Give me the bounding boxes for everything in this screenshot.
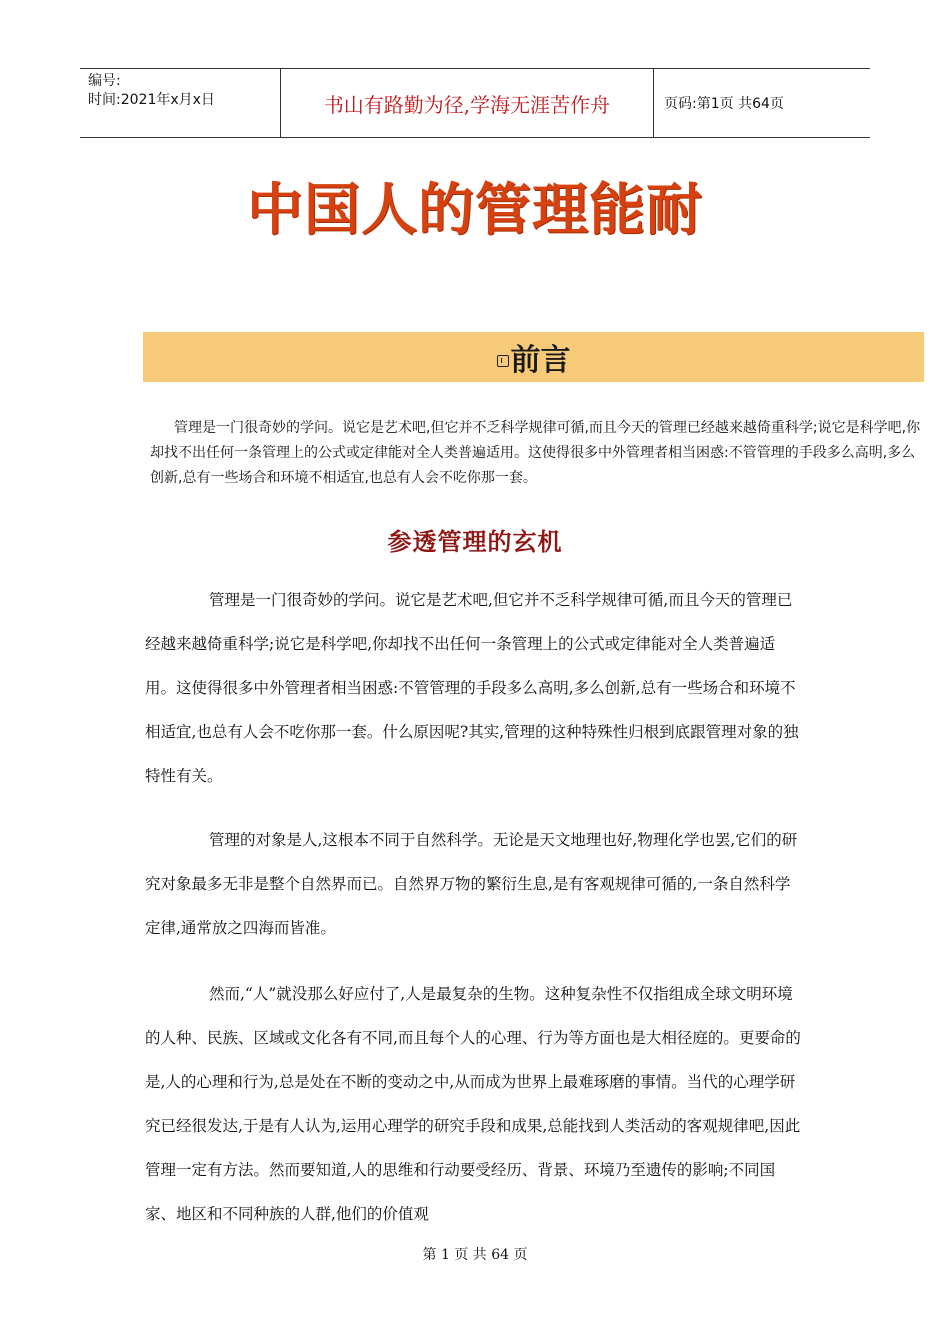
preface-text: 管理是一门很奇妙的学问。说它是艺术吧,但它并不乏科学规律可循,而且今天的管理已经越来越倚重科学;说它是科学吧,你却找不出任何一条管理上的公式或定律能对全人类普遍适用。这使得很多中外管理者相当困惑:不管管理的手段多么高明,多么创新,总有一些场合和环境不相适宜,也总有人会不吃你那一套。	[150, 420, 921, 486]
header-page-info: 页码:第1页 共64页	[664, 96, 784, 112]
header-number: 编号:	[88, 73, 121, 89]
header-time: 时间:2021年x月x日	[88, 92, 215, 108]
header-meta	[80, 69, 280, 137]
body-paragraph: 管理的对象是人,这根本不同于自然科学。无论是天文地理也好,物理化学也罢,它们的研究对象最多无非是整个自然界而已。自然界万物的繁衍生息,是有客观规律可循的,一条自然科学定律,通常放之四海而皆准。	[145, 831, 798, 937]
document-title: 中国人的管理能耐	[247, 178, 703, 243]
section-heading: 参透管理的玄机	[387, 527, 563, 556]
body-paragraph: 管理是一门很奇妙的学问。说它是艺术吧,但它并不乏科学规律可循,而且今天的管理已经越来越倚重科学;说它是科学吧,你却找不出任何一条管理上的公式或定律能对全人类普遍适用。这使得很多中外管理者相当困惑:不管管理的手段多么高明,多么创新,总有一些场合和环境不相适宜,也总有人会不吃你那一套。什么原因呢?其实,管理的这种特殊性归根到底跟管理对象的独特性有关。	[145, 591, 799, 785]
heading-marker-icon	[497, 355, 509, 367]
page-header	[80, 68, 870, 138]
preface-heading: 前言	[510, 343, 571, 378]
header-motto: 书山有路勤为径,学海无涯苦作舟	[280, 69, 654, 137]
page-footer: 第 1 页 共 64 页	[422, 1247, 528, 1263]
body-paragraph: 然而,“人”就没那么好应付了,人是最复杂的生物。这种复杂性不仅指组成全球文明环境的人种、民族、区域或文化各有不同,而且每个人的心理、行为等方面也是大相径庭的。更要命的是,人的心理和行为,总是处在不断的变动之中,从而成为世界上最难琢磨的事情。当代的心理学研究已经很发达,于是有人认为,运用心理学的研究手段和成果,总能找到人类活动的客观规律吧,因此管理一定有方法。然而要知道,人的思维和行动要受经历、背景、环境乃至遗传的影响;不同国家、地区和不同种族的人群,他们的价值观	[145, 985, 801, 1223]
preface-banner	[143, 332, 924, 382]
